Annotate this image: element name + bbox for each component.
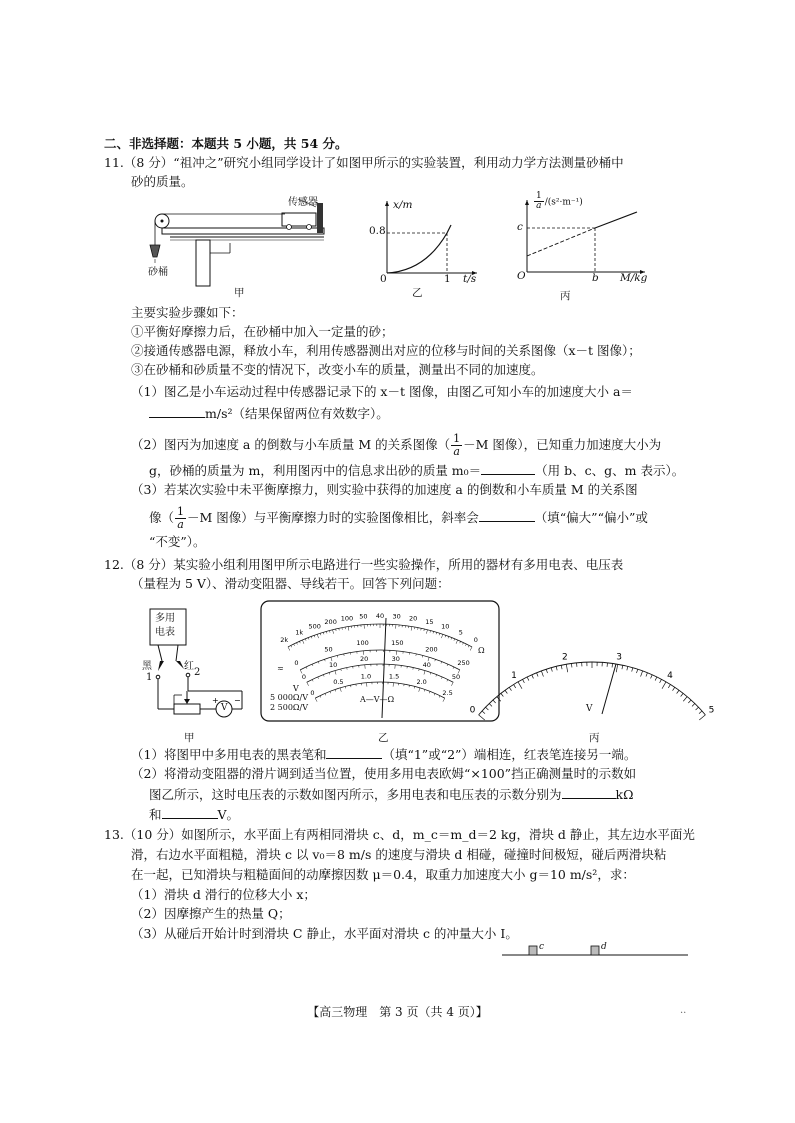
voltmeter-tick	[505, 690, 507, 693]
q12-p1-text-a: （1）将图甲中多用电表的黑表笔和	[131, 747, 327, 762]
q12-figure-bing	[469, 640, 715, 720]
yi-origin: 0	[380, 273, 387, 285]
ohm-scale-label: 0	[473, 635, 478, 644]
red-probe-label: 红	[184, 661, 194, 672]
q12-line1: 12.（8 分）某实验小组利用图甲所示电路进行一些实验操作，所用的器材有多用电表、电压表	[104, 557, 624, 572]
ohm-scale-label: 40	[375, 612, 385, 620]
q12-p1	[131, 746, 636, 763]
q11-fig-jia-caption: 甲	[234, 287, 245, 299]
meter-label-2: 电表	[155, 627, 175, 638]
voltmeter-tick	[541, 671, 543, 677]
voltmeter-tick	[627, 666, 628, 670]
voltmeter-tick	[660, 679, 662, 683]
voltmeter-tick	[523, 679, 525, 683]
ohm-scale-label: 200	[324, 618, 337, 627]
q12-figure-yi	[260, 600, 500, 722]
yi-x-label: t/s	[463, 273, 477, 285]
voltmeter-label: 5	[708, 705, 715, 716]
q11-p2-line2-suffix: （用 b、c、g、m 表示）。	[535, 463, 685, 478]
voltmeter-tick	[571, 663, 572, 667]
q12-p2-line3-text: 和	[149, 807, 162, 822]
ac-label: ≂	[277, 664, 284, 673]
q11-p2-line2-text: g，砂桶的质量为 m，利用图丙中的信息求出砂的质量 m₀＝	[149, 463, 482, 478]
q12-fig-bing-caption: 丙	[589, 732, 600, 744]
q13-line3: 在一起，已知滑块与粗糙面间的动摩擦因数 μ＝0.4，取重力加速度大小 g＝10 m/s²，求：	[131, 867, 635, 882]
mid-scale-label: 0	[294, 658, 299, 667]
q12-p1-text-b: （填“1”或“2”）端相连，红表笔连接另一端。	[382, 747, 637, 762]
v-label: V	[293, 684, 299, 693]
yi-y-label: x/m	[393, 199, 413, 211]
bing-x-tick: b	[592, 272, 599, 284]
voltmeter-tick	[509, 687, 511, 690]
q11-p1-blank[interactable]	[149, 405, 205, 418]
ohm-scale-label: 30	[392, 612, 401, 621]
q11-p2-line2	[149, 462, 684, 479]
voltmeter-unit: V	[586, 704, 593, 714]
mid-scale-label: 100	[356, 638, 369, 647]
q11-p2-frac-num: 1	[453, 432, 461, 445]
ohm-scale-label: 10	[441, 622, 450, 631]
q12-p2-line3	[149, 806, 239, 823]
bot-scale-label: 2.5	[442, 688, 453, 697]
mid-scale-label: 50	[324, 645, 333, 654]
q11-step2: ②接通传感器电源，释放小车，利用传感器测出对应的位移与时间的关系图像（x－t 图像）；	[131, 343, 641, 358]
voltmeter-tick	[646, 673, 647, 677]
q12-p2-blank-2[interactable]	[162, 806, 218, 819]
voltmeter-tick	[699, 711, 702, 714]
voltmeter-tick	[616, 664, 617, 672]
voltmeter-tick	[537, 673, 538, 677]
voltmeter-label: V	[221, 703, 228, 713]
q11-p3-frac-num: 1	[177, 505, 185, 518]
bing-y-den: a	[536, 201, 542, 211]
q11-p3-frac-den: a	[177, 518, 184, 531]
low-scale-label: 0	[301, 672, 307, 681]
q11-p2-text-a: （2）图丙为加速度 a 的倒数与小车质量 M 的关系图像（	[131, 437, 451, 452]
bing-y-label	[533, 192, 583, 211]
voltmeter-tick	[622, 665, 623, 669]
ohm-scale-label: 20	[408, 614, 418, 623]
q11-step1: ①平衡好摩擦力后，在砂桶中加入一定量的砂；	[131, 324, 394, 339]
bing-y-num: 1	[536, 191, 542, 201]
q11-p2-line1	[131, 433, 661, 458]
voltmeter-tick	[696, 707, 699, 710]
q12-p2-unit-2: V。	[217, 807, 240, 822]
ohm-scale-label: 1k	[295, 628, 304, 637]
voltmeter-label: 1	[511, 670, 517, 681]
q11-p3-text-c: （填“偏大”“偏小”或	[534, 510, 648, 525]
bing-y-tick: c	[517, 221, 523, 233]
bucket-label: 砂桶	[148, 267, 168, 278]
voltmeter-tick	[527, 677, 529, 681]
spec-5000: 5 000Ω/V	[270, 693, 309, 702]
black-probe-label: 黑	[142, 661, 152, 672]
voltmeter-tick	[556, 666, 557, 670]
svg-text:−: −	[234, 696, 241, 705]
mid-scale-label: 250	[457, 658, 470, 667]
bot-scale-label: 1.5	[388, 672, 400, 681]
low-scale-label: 40	[422, 660, 431, 669]
voltmeter-tick	[655, 677, 657, 681]
voltmeter-tick	[662, 682, 666, 689]
center-label: A—V—Ω	[360, 695, 395, 704]
q11-fig-bing-caption: 丙	[560, 290, 571, 302]
q12-p2-unit-1: kΩ	[615, 787, 634, 802]
q13-p3: （3）从碰后开始计时到滑块 C 静止，水平面对滑块 c 的冲量大小 I。	[131, 926, 518, 941]
ohm-scale-label: 2k	[280, 635, 289, 644]
voltmeter-tick	[518, 682, 522, 689]
voltmeter-tick	[683, 697, 687, 702]
q11-p2-blank[interactable]	[481, 462, 535, 475]
voltmeter-label: 0	[469, 705, 476, 716]
ohm-scale-label: 100	[340, 614, 354, 623]
voltmeter-label: 3	[616, 652, 622, 663]
q11-figure-yi	[365, 195, 485, 290]
q11-p3-line3: “不变”）。	[149, 534, 206, 549]
ohm-scale-label: 5	[458, 628, 463, 637]
section-title: 二、非选择题：本题共 5 小题，共 54 分。	[104, 136, 348, 151]
voltmeter-tick	[514, 684, 516, 687]
voltmeter-tick	[668, 684, 670, 687]
voltmeter-tick	[501, 693, 503, 696]
block-c-label: c	[539, 942, 545, 952]
q11-p1-suffix: m/s²（结果保留两位有效数字）。	[205, 406, 389, 421]
q12-p2-blank-1[interactable]	[562, 786, 616, 799]
q11-p1-line2	[149, 405, 389, 422]
page-footer: 【高三物理 第 3 页（共 4 页）】	[307, 1005, 488, 1019]
q11-line1: 11.（8 分）“祖冲之”研究小组同学设计了如图甲所示的实验装置，利用动力学方法测量砂桶中	[104, 155, 624, 170]
q11-p2-text-b: －M 图像），已知重力加速度大小为	[463, 437, 662, 452]
q11-p1-line1: （1）图乙是小车运动过程中传感器记录下的 x－t 图像，由图乙可知小车的加速度大小 a＝	[131, 384, 633, 399]
q12-p1-blank[interactable]	[326, 746, 382, 759]
footer-dots: ..	[680, 1005, 687, 1016]
ohm-scale-label: 15	[425, 618, 434, 627]
voltmeter-tick	[641, 671, 643, 677]
voltmeter-tick	[677, 690, 679, 693]
voltmeter-tick	[673, 687, 675, 690]
q11-steps-title: 主要实验步骤如下：	[131, 305, 244, 320]
apparatus-diagram	[140, 193, 330, 298]
block-d-label: d	[601, 942, 607, 952]
bot-scale-label: 0.5	[333, 678, 344, 687]
q11-p3-line2	[149, 506, 648, 531]
q12-fig-yi-caption: 乙	[378, 732, 389, 744]
bing-origin: O	[517, 270, 526, 282]
q13-figure	[502, 942, 692, 956]
q11-line2: 砂的质量。	[131, 174, 194, 189]
bing-y-unit: /(s²·m⁻¹)	[544, 197, 583, 208]
mid-scale-label: 150	[391, 638, 404, 647]
svg-text:+: +	[212, 696, 219, 705]
voltmeter-tick	[681, 693, 683, 696]
q11-figure-bing	[505, 190, 655, 290]
voltmeter-tick	[561, 665, 562, 669]
q11-step3: ③在砂桶和砂质量不变的情况下，改变小车的质量，测量出不同的加速度。	[131, 362, 544, 377]
q13-p2: （2）因摩擦产生的热量 Q；	[131, 906, 291, 921]
terminal-2-label: 2	[194, 667, 201, 678]
voltmeter-tick	[699, 715, 705, 720]
voltmeter-label: 2	[562, 652, 568, 663]
q12-figure-jia	[138, 605, 250, 725]
q13-p1: （1）滑块 d 滑行的位移大小 x；	[131, 887, 316, 902]
q11-p3-blank[interactable]	[479, 509, 535, 522]
bot-scale-label: 2.0	[416, 678, 427, 687]
voltmeter-label: 4	[667, 670, 673, 681]
q11-p3-text-b: －M 图像）与平衡摩擦力时的实验图像相比，斜率会	[187, 510, 479, 525]
bot-scale-label: 1.0	[360, 672, 372, 681]
q12-p2-line1: （2）将滑动变阻器的滑片调到适当位置，使用多用电表欧姆“×100”挡正确测量时的示数如	[131, 766, 637, 781]
ohm-scale-label: 50	[359, 612, 368, 621]
terminal-1-label: 1	[146, 672, 153, 683]
q11-p2-frac-den: a	[453, 445, 460, 458]
low-scale-label: 10	[329, 660, 338, 669]
voltmeter-tick	[636, 669, 637, 673]
q11-p3-text-a: 像（	[149, 510, 175, 525]
meter-label-1: 多用	[155, 613, 175, 624]
spec-2500: 2 500Ω/V	[270, 703, 309, 712]
q12-p2-line2	[149, 786, 633, 803]
q11-figure-jia	[140, 193, 330, 298]
voltmeter-tick	[651, 675, 653, 679]
voltmeter-tick	[688, 700, 691, 703]
bot-scale-label: 0	[310, 688, 315, 697]
voltmeter-tick	[692, 704, 695, 707]
q11-p3-line1: （3）若某次实验中未平衡摩擦力，则实验中获得的加速度 a 的倒数和小车质量 M 的关系图	[131, 482, 638, 497]
low-scale-label: 20	[360, 654, 369, 663]
q12-line2: （量程为 5 V）、滑动变阻器、导线若干。回答下列问题：	[131, 576, 450, 591]
q13-line2: 滑，右边水平面粗糙，滑块 c 以 v₀＝8 m/s 的速度与滑块 d 相碰，碰撞时间极短，碰后两滑块粘	[131, 847, 667, 862]
low-scale-label: 30	[391, 654, 400, 663]
q11-fig-yi-caption: 乙	[412, 287, 423, 299]
mid-scale-label: 200	[425, 645, 438, 654]
q13-line1: 13.（10 分）如图所示，水平面上有两相同滑块 c、d，m_c＝m_d＝2 kg，滑块 d 静止，其左边水平面光	[104, 827, 695, 842]
bing-x-label: M/kg	[620, 272, 648, 284]
ohm-scale-label: 500	[308, 622, 321, 631]
sensor-label: 传感器	[288, 197, 318, 208]
voltmeter-tick	[566, 664, 567, 672]
q12-p2-line2-text: 图乙所示，这时电压表的示数如图丙所示，多用电表和电压表的示数分别为	[149, 787, 562, 802]
q12-fig-jia-caption: 甲	[184, 732, 195, 744]
voltmeter-tick	[546, 669, 547, 673]
voltmeter-tick	[532, 675, 534, 679]
yi-y-tick: 0.8	[369, 225, 386, 237]
low-scale-label: 50	[451, 672, 461, 681]
slider-blocks	[502, 943, 692, 957]
voltmeter-tick	[612, 663, 613, 667]
yi-x-tick: 1	[444, 273, 451, 285]
voltmeter-tick	[632, 668, 633, 672]
ohm-symbol: Ω	[478, 646, 485, 655]
voltmeter-tick	[551, 668, 552, 672]
